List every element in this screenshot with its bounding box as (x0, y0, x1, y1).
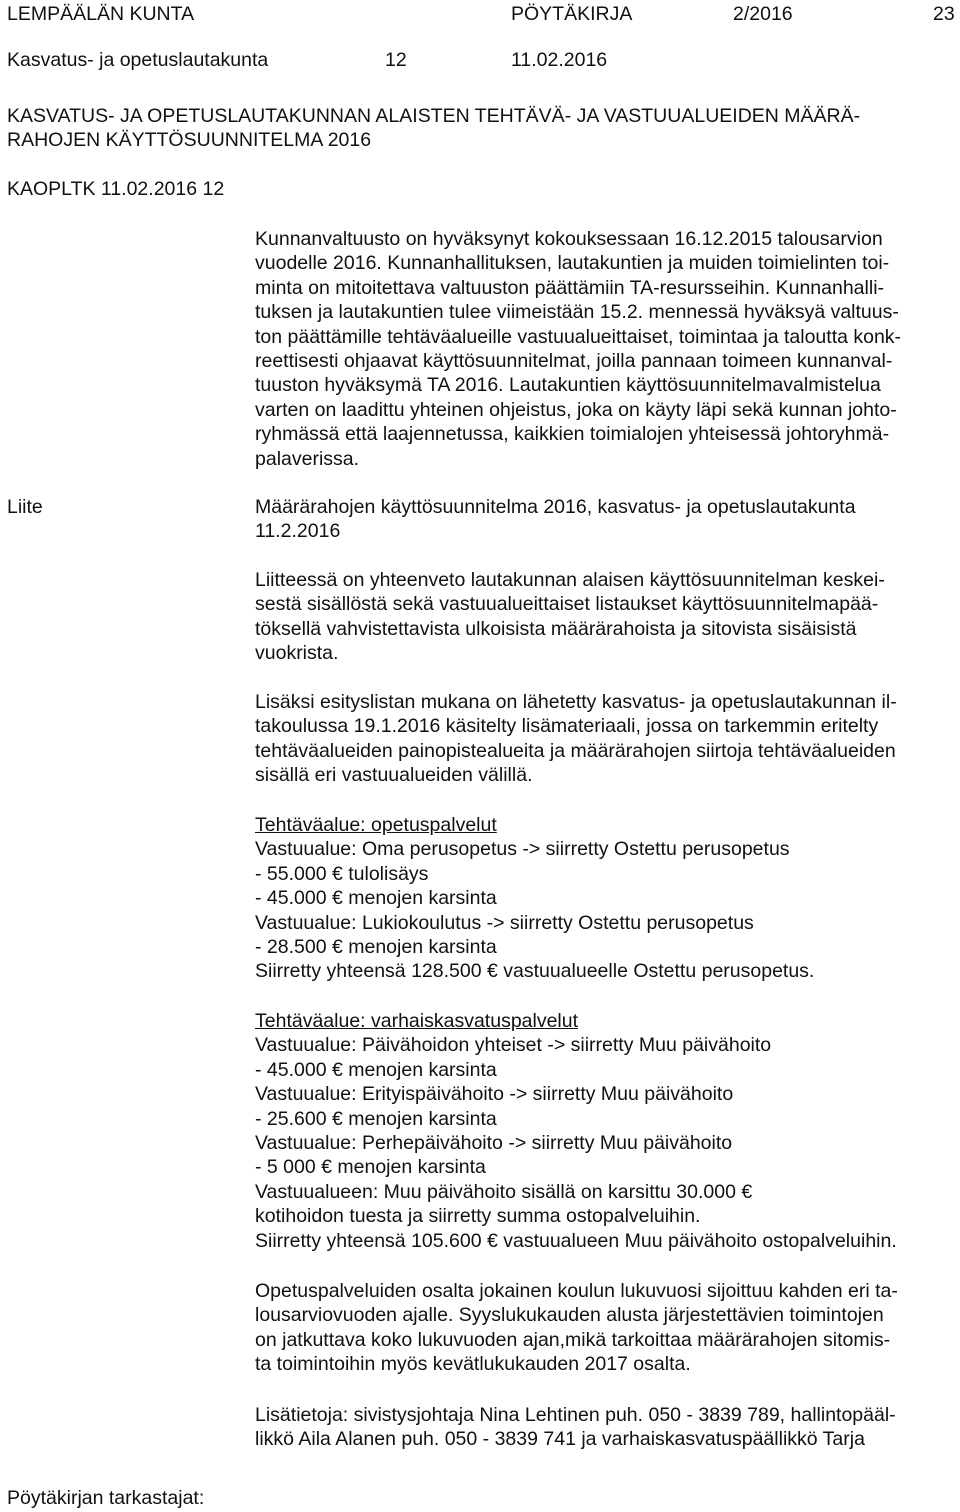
text-line: - 45.000 € menojen karsinta (255, 887, 497, 910)
text-line: palaverissa. (255, 447, 360, 470)
text-line: lousarviovuoden ajalle. Syyslukukauden alusta järjestettävien toimintojen (255, 1304, 884, 1327)
text-line: takoulussa 19.1.2016 käsitelty lisämateriaali, jossa on tarkemmin eritelty (255, 715, 879, 738)
section-heading: Tehtäväalue: opetuspalvelut (255, 814, 497, 836)
text-line: 11.2.2016 (255, 520, 341, 543)
text-line: reettisesti ohjaavat käyttösuunnitelmat, joilla pannaan toimeen kunnanval- (255, 350, 893, 373)
board-name: Kasvatus- ja opetuslautakunta (7, 49, 269, 71)
page-number: 23 (933, 3, 955, 25)
text-line: Siirretty yhteensä 105.600 € vastuualueen Muu päivähoito ostopalveluihin. (255, 1229, 897, 1252)
text-line: likkö Aila Alanen puh. 050 - 3839 741 ja varhaiskasvatuspäällikkö Tarja (255, 1428, 865, 1451)
text-line: Vastuualueen: Muu päivähoito sisällä on karsittu 30.000 € (255, 1180, 753, 1203)
text-line: töksellä vahvistettavista ulkoisista määrärahoista ja sitovista sisäisistä (255, 617, 857, 640)
intro-paragraph (255, 227, 955, 471)
text-line: on jatkuttava koko lukuvuoden ajan,mikä tarkoittaa määrärahojen sitomis- (255, 1328, 891, 1351)
text-line: Opetuspalveluiden osalta jokainen koulun lukuvuosi sijoittuu kahden eri ta- (255, 1280, 898, 1302)
teaching-services-section (255, 813, 955, 984)
text-line: vuokrista. (255, 642, 339, 665)
reviewers-label: Pöytäkirjan tarkastajat: (7, 1487, 205, 1509)
text-line: varten on laadittu yhteinen ohjeistus, joka on käyty läpi sekä kunnan johto- (255, 398, 897, 421)
section-number: 12 (385, 49, 407, 71)
meeting-date: 11.02.2016 (511, 49, 608, 71)
text-line: ta toimintoihin myös kevätlukukauden 2017 osalta. (255, 1353, 691, 1376)
text-line: - 55.000 € tulolisäys (255, 862, 429, 885)
text-line: Vastuualue: Päivähoidon yhteiset -> siirretty Muu päivähoito (255, 1034, 772, 1057)
text-line: vuodelle 2016. Kunnanhallituksen, lautakuntien ja muiden toimielinten toi- (255, 252, 890, 275)
text-line: tuuston hyväksymä TA 2016. Lautakuntien käyttösuunnitelmavalmistelua (255, 374, 881, 397)
text-line: Lisäksi esityslistan mukana on lähetetty kasvatus- ja opetuslautakunnan il- (255, 691, 897, 713)
reference-line: KAOPLTK 11.02.2016 12 (7, 178, 225, 200)
document-title-line-1: KASVATUS- JA OPETUSLAUTAKUNNAN ALAISTEN TEHTÄVÄ- JA VASTUUALUEIDEN MÄÄRÄ- (7, 105, 861, 127)
municipality-name: LEMPÄÄLÄN KUNTA (7, 3, 195, 25)
attachment-description (255, 495, 955, 544)
text-line: sestä sisällöstä sekä vastuualueittaiset listaukset käyttösuunnitelmapää- (255, 593, 879, 616)
text-line: Vastuualue: Erityispäivähoito -> siirretty Muu päivähoito (255, 1083, 734, 1106)
text-line: sisällä eri vastuualueiden välillä. (255, 764, 533, 787)
text-line: Lisätietoja: sivistysjohtaja Nina Lehtinen puh. 050 - 3839 789, hallintopääl- (255, 1404, 896, 1426)
text-line: Liitteessä on yhteenveto lautakunnan alaisen käyttösuunnitelman keskei- (255, 569, 885, 591)
text-line: tehtäväalueiden painopistealueita ja määrärahojen siirtoja tehtäväalueiden (255, 739, 896, 762)
text-line: ton päättämille tehtäväalueille vastuualueittaiset, toimintaa ja taloutta konk- (255, 325, 902, 348)
additional-material-paragraph (255, 690, 955, 788)
text-line: - 25.600 € menojen karsinta (255, 1107, 497, 1130)
text-line: Vastuualue: Lukiokoulutus -> siirretty Ostettu perusopetus (255, 911, 754, 934)
text-line: kotihoidon tuesta ja siirretty summa ostopalveluihin. (255, 1205, 701, 1228)
text-line: Määrärahojen käyttösuunnitelma 2016, kasvatus- ja opetuslautakunta (255, 496, 856, 518)
text-line: - 5 000 € menojen karsinta (255, 1156, 486, 1179)
section-heading: Tehtäväalue: varhaiskasvatuspalvelut (255, 1010, 579, 1032)
document-type: PÖYTÄKIRJA (511, 3, 633, 25)
text-line: Kunnanvaltuusto on hyväksynyt kokouksessaan 16.12.2015 talousarvion (255, 228, 883, 250)
document-title-line-2: RAHOJEN KÄYTTÖSUUNNITELMA 2016 (7, 129, 372, 151)
document-number: 2/2016 (733, 3, 793, 25)
summary-paragraph (255, 568, 955, 666)
contact-paragraph (255, 1403, 955, 1452)
early-childhood-section (255, 1009, 955, 1253)
text-line: Vastuualue: Oma perusopetus -> siirretty Ostettu perusopetus (255, 838, 790, 861)
text-line: - 45.000 € menojen karsinta (255, 1058, 497, 1081)
text-line: - 28.500 € menojen karsinta (255, 936, 497, 959)
text-line: minta on mitoitettava valtuuston päättämiin TA-resursseihin. Kunnanhalli- (255, 276, 885, 299)
text-line: tuksen ja lautakuntien tulee viimeistään 15.2. mennessä hyväksyä valtuus- (255, 301, 899, 324)
attachment-label: Liite (7, 496, 43, 518)
text-line: ryhmässä että laajennetussa, kaikkien toimialojen yhteisessä johtoryhmä- (255, 423, 890, 446)
allocation-paragraph (255, 1279, 955, 1377)
text-line: Siirretty yhteensä 128.500 € vastuualueelle Ostettu perusopetus. (255, 960, 815, 983)
text-line: Vastuualue: Perhepäivähoito -> siirretty Muu päivähoito (255, 1132, 733, 1155)
